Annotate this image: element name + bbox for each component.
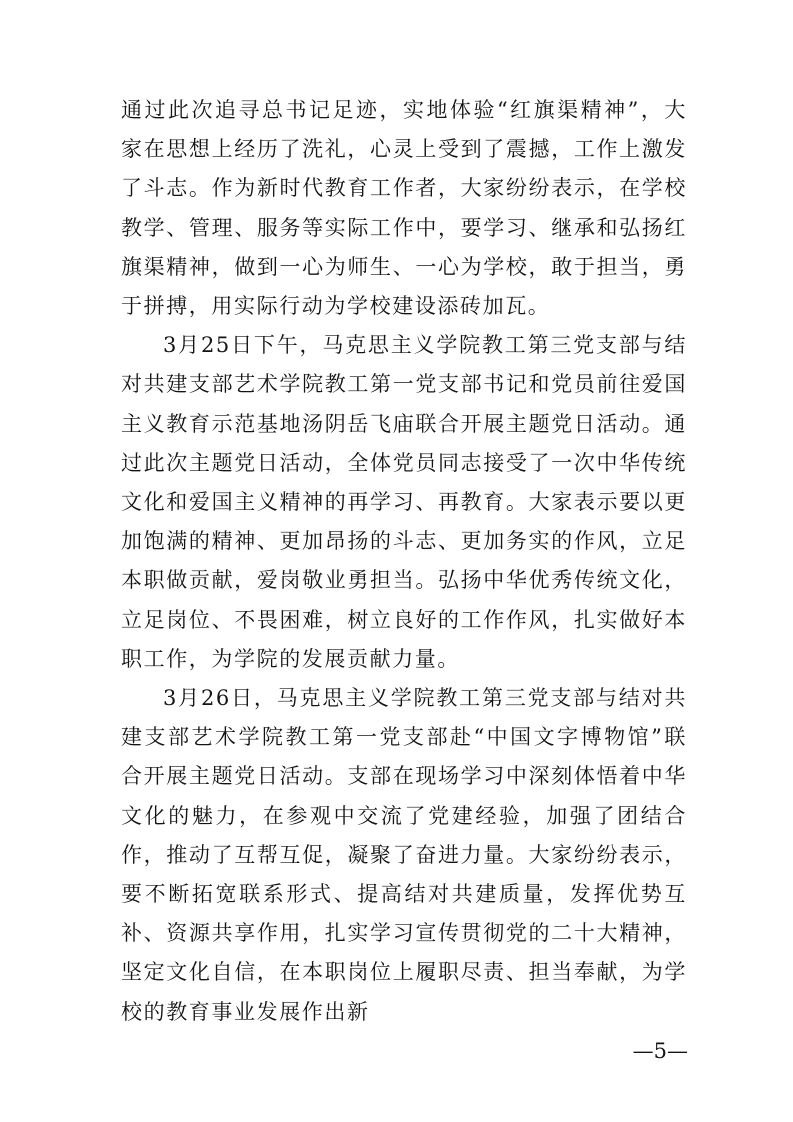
body-text (121, 91, 687, 1032)
paragraph-3: 3月26日，马克思主义学院教工第三党支部与结对共建支部艺术学院教工第一党支部赴“中国文字博物馆”联合开展主题党日活动。支部在现场学习中深刻体悟着中华文化的魅力，在参观中交流了党建经验，加强了团结合作，推动了互帮互促，凝聚了奋进力量。大家纷纷表示，要不断拓宽联系形式、提高结对共建质量，发挥优势互补、资源共享作用，扎实学习宣传贯彻党的二十大精神，坚定文化自信，在本职岗位上履职尽责、担当奉献，为学校的教育事业发展作出新 (121, 686, 687, 1024)
paragraph-1: 通过此次追寻总书记足迹，实地体验“红旗渠精神”，大家在思想上经历了洗礼，心灵上受到了震撼，工作上激发了斗志。作为新时代教育工作者，大家纷纷表示，在学校教学、管理、服务等实际工作中，要学习、继承和弘扬红旗渠精神，做到一心为师生、一心为学校，敢于担当，勇于拼搏，用实际行动为学校建设添砖加瓦。 (121, 98, 687, 319)
page-number: —5— (632, 1039, 688, 1063)
paragraph-2: 3月25日下午，马克思主义学院教工第三党支部与结对共建支部艺术学院教工第一党支部书记和党员前往爱国主义教育示范基地汤阴岳飞庙联合开展主题党日活动。通过此次主题党日活动，全体党员同志接受了一次中华传统文化和爱国主义精神的再学习、再教育。大家表示要以更加饱满的精神、更加昂扬的斗志、更加务实的作风，立足本职做贡献，爱岗敬业勇担当。弘扬中华优秀传统文化，立足岗位、不畏困难，树立良好的工作作风，扎实做好本职工作，为学院的发展贡献力量。 (121, 333, 687, 671)
